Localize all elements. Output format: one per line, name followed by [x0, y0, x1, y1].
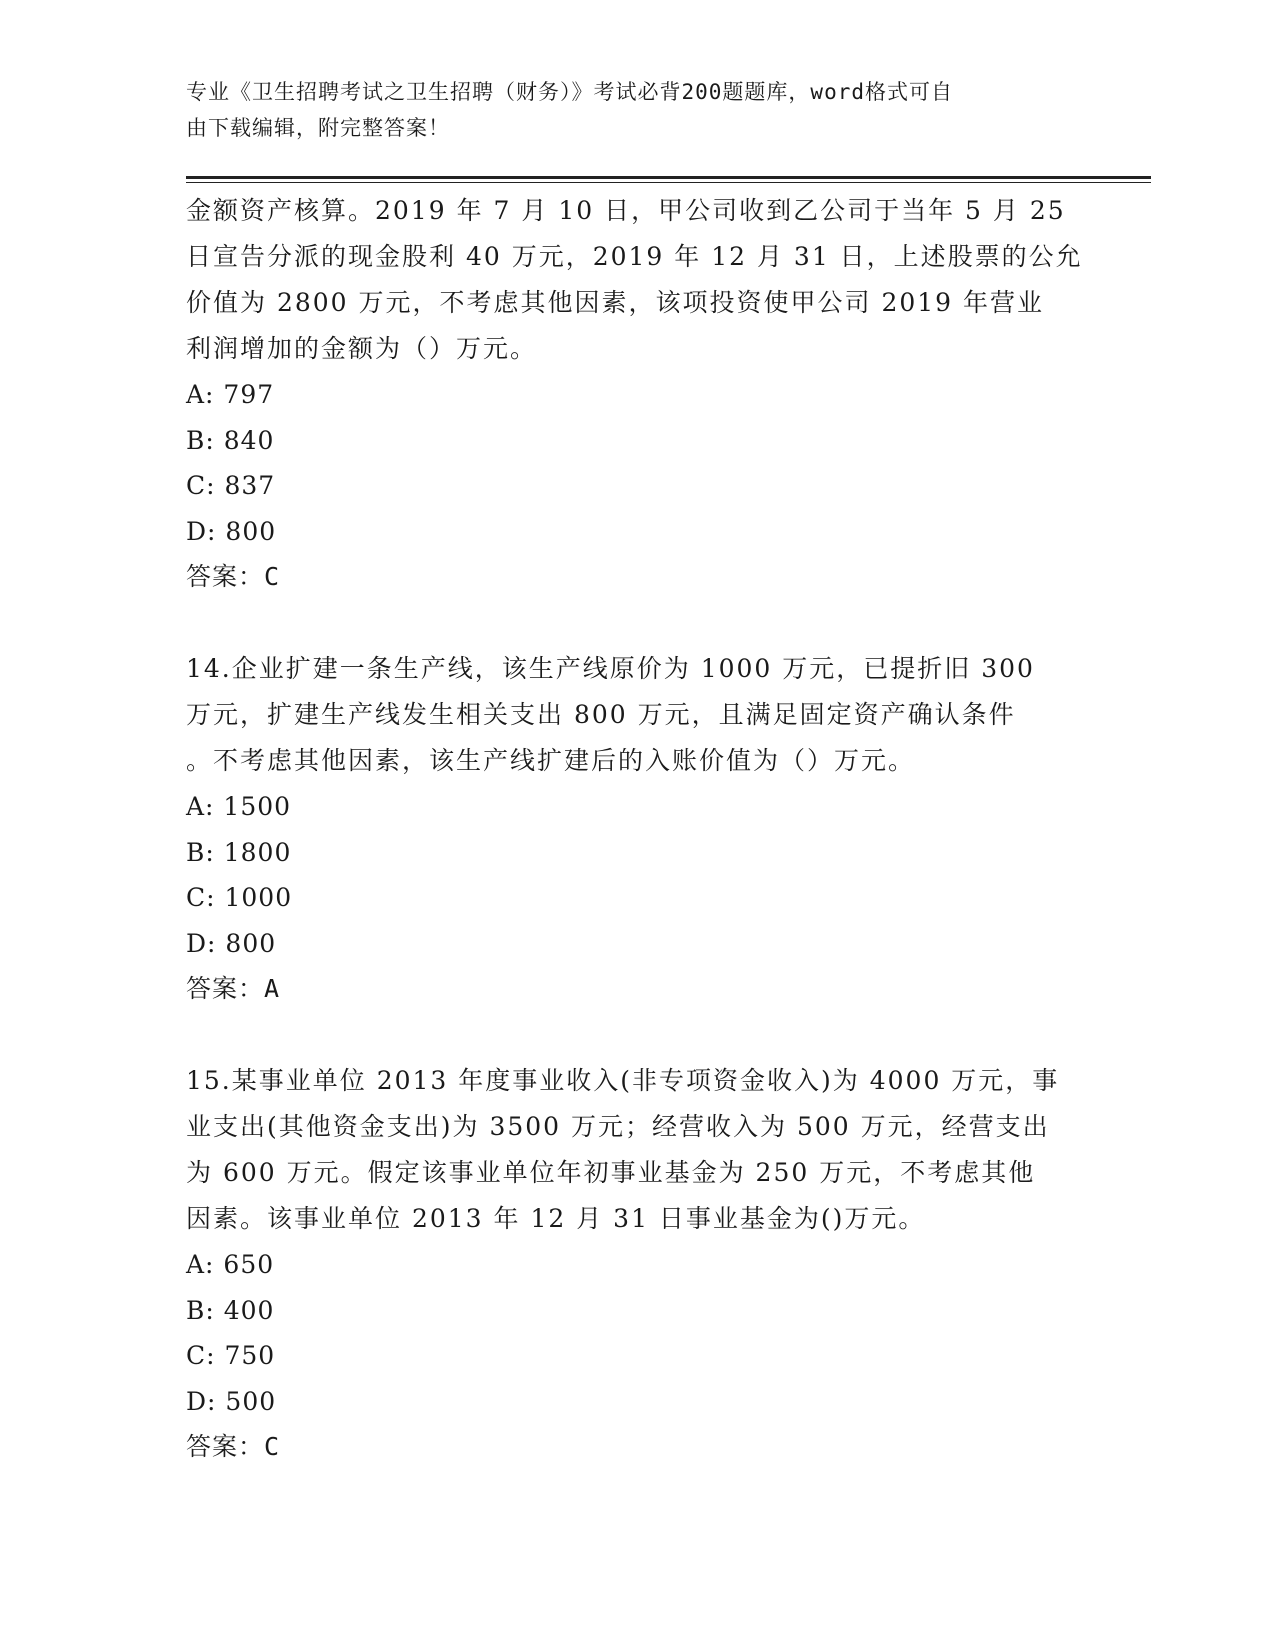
question-15: [186, 1058, 1086, 1470]
header-divider-thin: [186, 182, 1151, 183]
question-text: 金额资产核算。2019 年 7 月 10 日，甲公司收到乙公司于当年 5 月 25 日宣告分派的现金股利 40 万元，2019 年 12 月 31 日，上述股票的公允 价值为 2800 万元，不考虑其他因素，该项投资使甲公司 2019 年营业 利润增加的金额为（）万元。: [186, 196, 1083, 363]
option-a: A: 1500: [186, 792, 292, 821]
question-13: [186, 188, 1086, 600]
option-a: A: 797: [186, 380, 275, 409]
option-b: B: 400: [186, 1295, 275, 1325]
option-c: C: 1000: [186, 883, 293, 912]
option-b: B: 1800: [186, 837, 292, 867]
answer-label: 答案：C: [186, 1432, 281, 1461]
option-a: A: 650: [186, 1250, 275, 1279]
option-c: C: 837: [186, 471, 276, 500]
question-spacer: [186, 1012, 1086, 1058]
option-d: D: 800: [186, 516, 277, 546]
option-d: D: 500: [186, 1386, 277, 1416]
question-text: 14.企业扩建一条生产线，该生产线原价为 1000 万元，已提折旧 300 万元，扩建生产线发生相关支出 800 万元，且满足固定资产确认条件 。不考虑其他因素，该生产线扩建后的入账价值为（）万元。: [186, 654, 1035, 775]
document-header: [186, 74, 1066, 146]
question-spacer: [186, 600, 1086, 646]
question-text: 15.某事业单位 2013 年度事业收入(非专项资金收入)为 4000 万元，事 业支出(其他资金支出)为 3500 万元；经营收入为 500 万元，经营支出 为 600 万元。假定该事业单位年初事业基金为 250 万元，不考虑其他 因素。该事业单位 2013 年 12 月 31 日事业基金为()万元。: [186, 1066, 1060, 1233]
question-14: [186, 646, 1086, 1012]
option-d: D: 800: [186, 928, 277, 958]
header-line-1: 专业《卫生招聘考试之卫生招聘（财务）》考试必背200题题库，word格式可自: [186, 80, 953, 104]
answer-label: 答案：A: [186, 974, 281, 1003]
questions-list: [186, 188, 1086, 1470]
answer-label: 答案：C: [186, 562, 281, 591]
option-b: B: 840: [186, 425, 275, 455]
option-c: C: 750: [186, 1341, 276, 1370]
header-line-2: 由下载编辑，附完整答案！: [186, 116, 450, 140]
header-divider-thick: [186, 176, 1151, 179]
